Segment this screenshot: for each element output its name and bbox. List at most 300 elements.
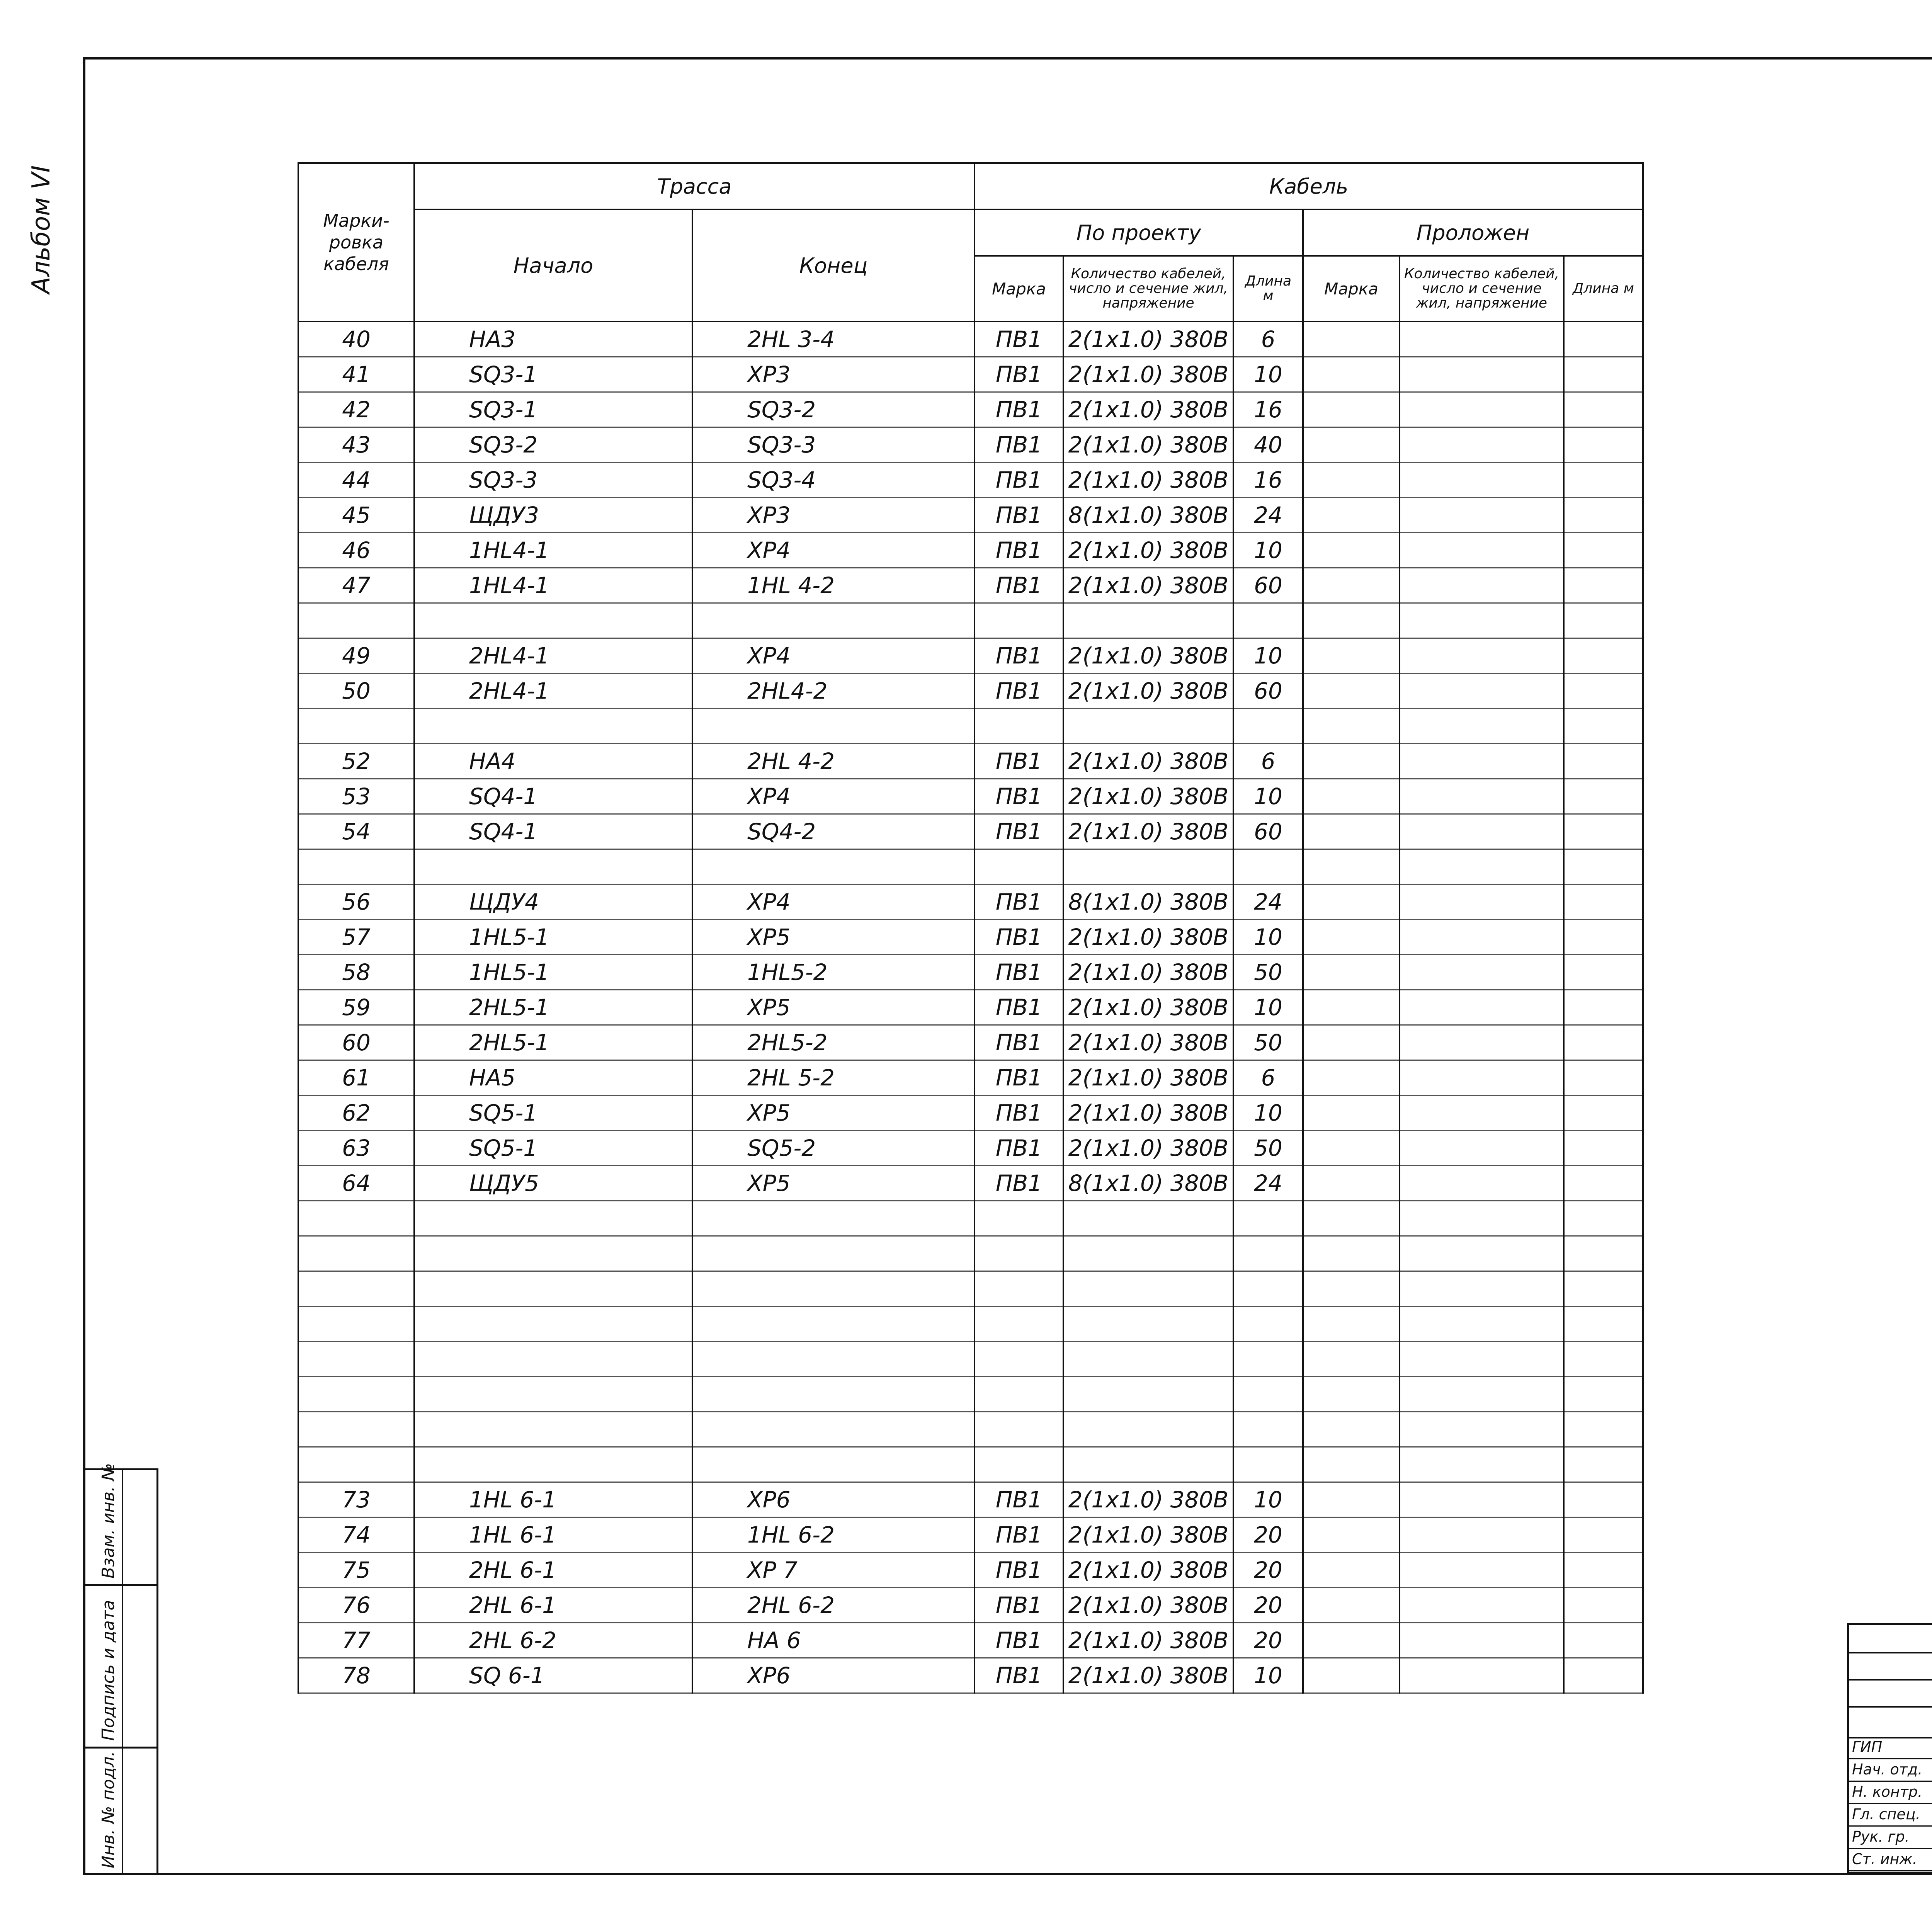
route-end [692,1201,975,1236]
laid-brand [1303,1447,1400,1482]
laid-length [1564,1377,1643,1412]
route-start: 1НL4-1 [414,568,692,603]
route-start: НА3 [414,321,692,357]
laid-brand [1303,1201,1400,1236]
laid-length [1564,533,1643,568]
route-end [692,603,975,638]
cable-brand: ПВ1 [975,744,1063,779]
cable-brand [975,1447,1063,1482]
cable-id: 49 [298,638,414,674]
route-end [692,1306,975,1342]
cable-brand: ПВ1 [975,955,1063,990]
table-row [298,744,1643,779]
cable-length [1233,603,1303,638]
cable-cores: 2(1x1.0) 380В [1063,990,1233,1025]
cable-length [1233,1377,1303,1412]
route-end: ХР4 [692,779,975,814]
cable-length: 24 [1233,885,1303,920]
route-start: SQ4-1 [414,779,692,814]
cable-length: 10 [1233,779,1303,814]
cable-cores: 2(1x1.0) 380В [1063,955,1233,990]
laid-brand [1303,920,1400,955]
cable-id: 62 [298,1095,414,1131]
route-start [414,1236,692,1271]
signature-row [1849,1782,1932,1804]
cable-length [1233,1201,1303,1236]
cable-cores: 2(1x1.0) 380В [1063,1095,1233,1131]
table-row [298,321,1643,357]
cable-length: 40 [1233,427,1303,463]
route-start: 1НL 6-1 [414,1482,692,1517]
cable-brand [975,1342,1063,1377]
cable-length: 60 [1233,568,1303,603]
laid-length [1564,1306,1643,1342]
laid-length [1564,1236,1643,1271]
laid-brand [1303,1131,1400,1166]
laid-length [1564,885,1643,920]
route-end: SQ5-2 [692,1131,975,1166]
laid-length [1564,1095,1643,1131]
cable-brand: ПВ1 [975,779,1063,814]
side-stamp-vzam: Взам. инв. № [83,1468,156,1586]
cable-length [1233,1271,1303,1306]
cable-length: 20 [1233,1623,1303,1658]
cable-cores [1063,603,1233,638]
cable-brand [975,603,1063,638]
route-end: НА 6 [692,1623,975,1658]
cable-brand: ПВ1 [975,1482,1063,1517]
route-end: 1НL5-2 [692,955,975,990]
cable-brand: ПВ1 [975,814,1063,849]
cable-cores: 2(1x1.0) 380В [1063,1553,1233,1588]
header-start: Начало [414,209,692,321]
cable-cores: 2(1x1.0) 380В [1063,427,1233,463]
cable-length [1233,1412,1303,1447]
laid-length [1564,321,1643,357]
cable-cores [1063,709,1233,744]
laid-length [1564,779,1643,814]
cable-length: 60 [1233,814,1303,849]
route-end [692,1377,975,1412]
cable-brand: ПВ1 [975,1517,1063,1553]
route-start: ЩДУ3 [414,498,692,533]
route-start: 2НL 6-2 [414,1623,692,1658]
cable-cores [1063,1342,1233,1377]
laid-length [1564,427,1643,463]
route-start: НА4 [414,744,692,779]
laid-length [1564,357,1643,392]
route-end: ХР6 [692,1658,975,1693]
route-end: 2НL4-2 [692,674,975,709]
cable-id [298,1342,414,1377]
cable-brand: ПВ1 [975,1658,1063,1693]
route-end: ХР3 [692,498,975,533]
cable-brand [975,1236,1063,1271]
laid-cores [1400,1588,1564,1623]
cable-cores [1063,1271,1233,1306]
route-start: 2НL4-1 [414,638,692,674]
laid-cores [1400,1342,1564,1377]
cable-brand: ПВ1 [975,885,1063,920]
cable-brand: ПВ1 [975,1166,1063,1201]
route-end [692,849,975,885]
laid-cores [1400,463,1564,498]
cable-cores [1063,1236,1233,1271]
cable-brand: ПВ1 [975,638,1063,674]
route-end: 2НL5-2 [692,1025,975,1060]
table-row [298,1131,1643,1166]
table-row [298,1588,1643,1623]
laid-length [1564,1131,1643,1166]
laid-brand [1303,1166,1400,1201]
laid-cores [1400,920,1564,955]
laid-cores [1400,1553,1564,1588]
table-row [298,1623,1643,1658]
cable-cores: 2(1x1.0) 380В [1063,1482,1233,1517]
route-start [414,1447,692,1482]
laid-cores [1400,990,1564,1025]
cable-brand: ПВ1 [975,533,1063,568]
route-end: ХР5 [692,1166,975,1201]
laid-length [1564,1025,1643,1060]
table-row [298,1553,1643,1588]
cable-brand [975,1377,1063,1412]
cable-id: 76 [298,1588,414,1623]
laid-cores [1400,1377,1564,1412]
laid-cores [1400,1447,1564,1482]
laid-brand [1303,885,1400,920]
laid-brand [1303,709,1400,744]
cable-cores: 2(1x1.0) 380В [1063,463,1233,498]
route-end [692,1447,975,1482]
cable-cores: 8(1x1.0) 380В [1063,1166,1233,1201]
laid-length [1564,1271,1643,1306]
laid-length [1564,498,1643,533]
side-stamp [83,1463,158,1874]
laid-cores [1400,1131,1564,1166]
laid-brand [1303,357,1400,392]
laid-brand [1303,1412,1400,1447]
laid-length [1564,849,1643,885]
laid-brand [1303,1306,1400,1342]
laid-length [1564,744,1643,779]
table-row [298,1447,1643,1482]
cable-id: 77 [298,1623,414,1658]
laid-length [1564,1166,1643,1201]
laid-brand [1303,568,1400,603]
laid-brand [1303,849,1400,885]
laid-cores [1400,1025,1564,1060]
laid-brand [1303,1553,1400,1588]
route-start: 2НL5-1 [414,990,692,1025]
laid-cores [1400,1517,1564,1553]
cable-id: 57 [298,920,414,955]
laid-cores [1400,498,1564,533]
cable-journal-table [298,162,1644,1694]
laid-cores [1400,603,1564,638]
signatures-list [1849,1737,1932,1872]
table-row [298,1306,1643,1342]
signature-role: Гл. спец. [1852,1806,1920,1823]
header-count-laid: Количество кабелей, число и сечение жил, напряжение [1400,256,1564,321]
cable-cores: 2(1x1.0) 380В [1063,920,1233,955]
route-end: ХР5 [692,990,975,1025]
cable-cores: 2(1x1.0) 380В [1063,674,1233,709]
signature-role: Рук. гр. [1852,1828,1910,1845]
cable-cores [1063,1201,1233,1236]
laid-cores [1400,814,1564,849]
laid-brand [1303,392,1400,427]
cable-id: 63 [298,1131,414,1166]
cable-length: 16 [1233,463,1303,498]
table-row [298,392,1643,427]
cable-cores [1063,1377,1233,1412]
route-start: SQ3-2 [414,427,692,463]
laid-brand [1303,744,1400,779]
laid-cores [1400,779,1564,814]
cable-id [298,1447,414,1482]
signature-row [1849,1827,1932,1849]
cable-length: 20 [1233,1517,1303,1553]
laid-brand [1303,674,1400,709]
laid-brand [1303,533,1400,568]
route-start: 1НL5-1 [414,955,692,990]
route-start: 2НL 6-1 [414,1588,692,1623]
title-block [1847,1623,1932,1874]
cable-length: 10 [1233,533,1303,568]
laid-length [1564,920,1643,955]
laid-brand [1303,1060,1400,1095]
table-row [298,1236,1643,1271]
cable-cores: 2(1x1.0) 380В [1063,1588,1233,1623]
cable-cores: 2(1x1.0) 380В [1063,1060,1233,1095]
laid-length [1564,1588,1643,1623]
route-start: НА5 [414,1060,692,1095]
cable-cores: 2(1x1.0) 380В [1063,1025,1233,1060]
cable-cores: 2(1x1.0) 380В [1063,1623,1233,1658]
laid-cores [1400,1412,1564,1447]
cable-brand: ПВ1 [975,463,1063,498]
cable-length [1233,1306,1303,1342]
cable-length: 6 [1233,321,1303,357]
table-row [298,1201,1643,1236]
cable-cores: 2(1x1.0) 380В [1063,533,1233,568]
cable-brand [975,1271,1063,1306]
laid-brand [1303,990,1400,1025]
route-start: SQ3-1 [414,392,692,427]
laid-brand [1303,814,1400,849]
cable-brand: ПВ1 [975,392,1063,427]
cable-length [1233,1342,1303,1377]
laid-length [1564,568,1643,603]
route-start: 1НL 6-1 [414,1517,692,1553]
laid-cores [1400,744,1564,779]
route-end: 2НL 4-2 [692,744,975,779]
laid-length [1564,638,1643,674]
route-start: SQ3-1 [414,357,692,392]
table-row [298,357,1643,392]
header-count-project: Количество кабелей, число и сечение жил, напряжение [1063,256,1233,321]
side-stamp-inv-podl: Инв. № подл. [83,1747,156,1876]
route-start: ЩДУ5 [414,1166,692,1201]
route-end: ХР3 [692,357,975,392]
laid-length [1564,990,1643,1025]
laid-brand [1303,1623,1400,1658]
cable-brand: ПВ1 [975,920,1063,955]
table-row [298,603,1643,638]
route-start: 1НL5-1 [414,920,692,955]
laid-length [1564,1447,1643,1482]
route-end: ХР 7 [692,1553,975,1588]
cable-brand: ПВ1 [975,1623,1063,1658]
cable-id: 43 [298,427,414,463]
cable-length: 10 [1233,1095,1303,1131]
table-row [298,709,1643,744]
table-row [298,638,1643,674]
laid-cores [1400,1166,1564,1201]
cable-brand: ПВ1 [975,674,1063,709]
laid-length [1564,709,1643,744]
cable-cores: 2(1x1.0) 380В [1063,1517,1233,1553]
route-start: 2НL 6-1 [414,1553,692,1588]
cable-brand: ПВ1 [975,1553,1063,1588]
cable-id: 46 [298,533,414,568]
laid-length [1564,1201,1643,1236]
route-end: 2НL 3-4 [692,321,975,357]
laid-length [1564,1482,1643,1517]
laid-brand [1303,955,1400,990]
laid-length [1564,1060,1643,1095]
route-start [414,1412,692,1447]
table-row [298,1342,1643,1377]
laid-cores [1400,849,1564,885]
route-start [414,603,692,638]
cable-cores: 2(1x1.0) 380В [1063,357,1233,392]
cable-length: 20 [1233,1553,1303,1588]
header-by-project: По проекту [975,209,1303,256]
laid-brand [1303,1025,1400,1060]
route-start [414,1342,692,1377]
route-start: SQ3-3 [414,463,692,498]
cable-cores: 2(1x1.0) 380В [1063,568,1233,603]
cable-id [298,1412,414,1447]
table-row [298,1166,1643,1201]
cable-length: 60 [1233,674,1303,709]
cable-length: 20 [1233,1588,1303,1623]
cable-id [298,1306,414,1342]
laid-brand [1303,1588,1400,1623]
laid-length [1564,674,1643,709]
cable-length: 24 [1233,498,1303,533]
table-row [298,498,1643,533]
laid-brand [1303,463,1400,498]
laid-brand [1303,1342,1400,1377]
cable-id: 61 [298,1060,414,1095]
route-end: 1НL 4-2 [692,568,975,603]
cable-cores: 2(1x1.0) 380В [1063,744,1233,779]
signature-row [1849,1804,1932,1827]
route-end: 1НL 6-2 [692,1517,975,1553]
cable-length [1233,849,1303,885]
route-end: ХР5 [692,1095,975,1131]
cable-cores: 8(1x1.0) 380В [1063,885,1233,920]
cable-id: 78 [298,1658,414,1693]
cable-brand: ПВ1 [975,357,1063,392]
signature-role: ГИП [1852,1738,1883,1755]
route-end: ХР4 [692,885,975,920]
signature-role: Нач. отд. [1852,1761,1923,1778]
route-start [414,1271,692,1306]
cable-id: 75 [298,1553,414,1588]
route-end: ХР6 [692,1482,975,1517]
laid-cores [1400,955,1564,990]
route-end: SQ4-2 [692,814,975,849]
laid-length [1564,1342,1643,1377]
cable-id: 53 [298,779,414,814]
route-end: ХР5 [692,920,975,955]
route-end [692,1271,975,1306]
cable-length: 6 [1233,1060,1303,1095]
cable-brand: ПВ1 [975,1095,1063,1131]
header-length-project: Длина м [1233,256,1303,321]
cable-id: 41 [298,357,414,392]
route-end: SQ3-4 [692,463,975,498]
laid-length [1564,814,1643,849]
header-route: Трасса [414,163,975,209]
laid-cores [1400,427,1564,463]
cable-length: 10 [1233,920,1303,955]
laid-brand [1303,427,1400,463]
route-start: SQ 6-1 [414,1658,692,1693]
cable-id: 54 [298,814,414,849]
cable-id [298,1377,414,1412]
laid-length [1564,1412,1643,1447]
cable-length: 6 [1233,744,1303,779]
cable-length: 50 [1233,1131,1303,1166]
table-row [298,1025,1643,1060]
cable-id [298,1201,414,1236]
route-end [692,709,975,744]
laid-brand [1303,1377,1400,1412]
cable-id: 50 [298,674,414,709]
laid-cores [1400,638,1564,674]
route-end: SQ3-2 [692,392,975,427]
cable-id [298,709,414,744]
laid-brand [1303,638,1400,674]
cable-cores [1063,1412,1233,1447]
cable-id: 56 [298,885,414,920]
laid-brand [1303,1658,1400,1693]
cable-length: 10 [1233,638,1303,674]
laid-cores [1400,533,1564,568]
laid-brand [1303,779,1400,814]
laid-brand [1303,321,1400,357]
cable-id: 74 [298,1517,414,1553]
cable-brand: ПВ1 [975,321,1063,357]
laid-brand [1303,1236,1400,1271]
cable-length: 10 [1233,357,1303,392]
cable-cores [1063,1447,1233,1482]
laid-length [1564,603,1643,638]
table-row [298,1658,1643,1693]
cable-id [298,1271,414,1306]
cable-length [1233,1447,1303,1482]
route-end: ХР4 [692,638,975,674]
route-start: 2НL5-1 [414,1025,692,1060]
cable-length: 10 [1233,990,1303,1025]
laid-length [1564,463,1643,498]
laid-cores [1400,1236,1564,1271]
